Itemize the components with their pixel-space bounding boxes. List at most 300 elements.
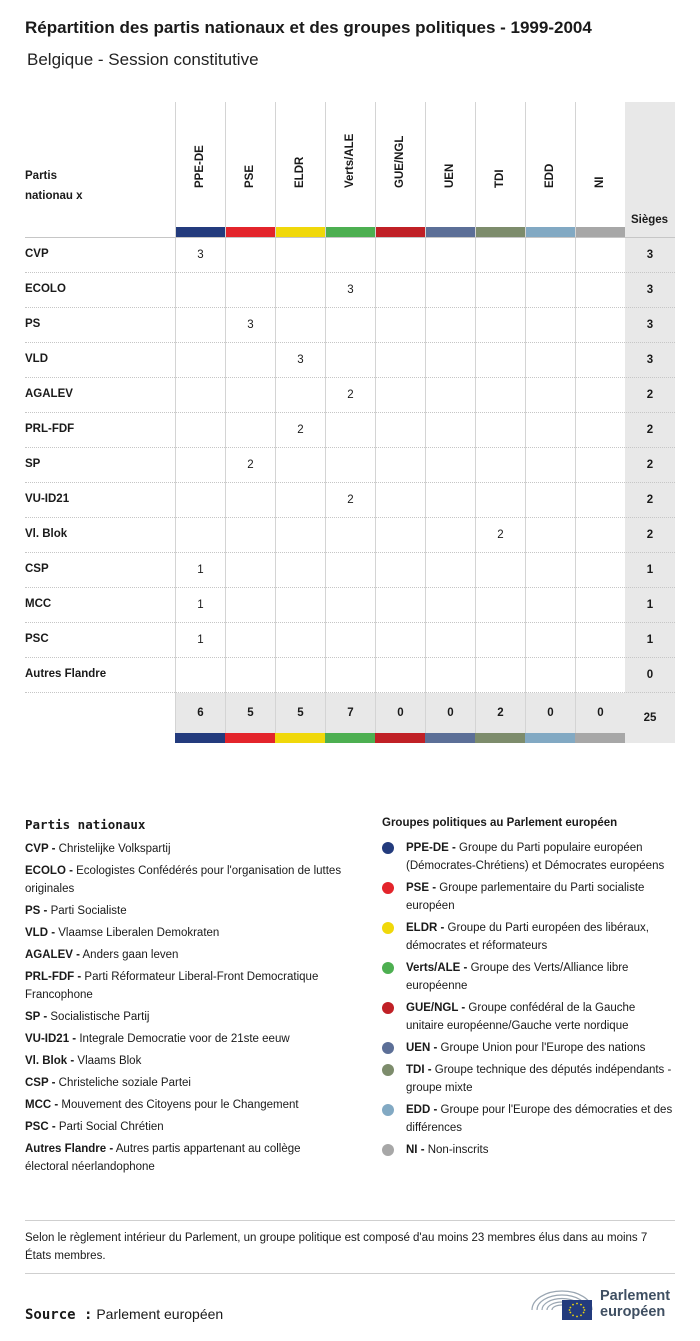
group-color-dot-icon: [382, 1144, 394, 1156]
row-seats: 2: [625, 518, 675, 553]
row-seats: 1: [625, 588, 675, 623]
total-color-bar: [375, 733, 425, 743]
row-seats: 1: [625, 623, 675, 658]
party-fullname: Autres partis appartenant au collège électoral néerlandophone: [25, 1143, 301, 1173]
seat-cell: [175, 518, 225, 553]
table-row: [25, 412, 675, 447]
seat-cell: [525, 343, 575, 378]
column-header-label: EDD: [544, 163, 556, 188]
column-header-label: NI: [594, 176, 606, 188]
total-color-bar: [575, 733, 625, 743]
party-fullname: Parti Réformateur Liberal-Front Democratique Francophone: [25, 971, 319, 1001]
party-name: Autres Flandre: [25, 668, 107, 680]
seat-cell: [225, 518, 275, 553]
party-fullname: Christeliche soziale Partei: [58, 1077, 191, 1089]
group-abbr: ELDR -: [406, 922, 445, 934]
seat-cell: [225, 483, 275, 518]
party-abbr: CVP -: [25, 843, 56, 855]
column-color-bar: [176, 227, 225, 237]
seat-cell: [525, 308, 575, 343]
seat-cell: [425, 378, 475, 413]
column-header: [375, 102, 425, 237]
national-parties-legend: [25, 817, 345, 1180]
party-name: ECOLO: [25, 283, 66, 295]
column-header-label: Verts/ALE: [344, 133, 356, 188]
column-header: [175, 102, 225, 237]
seat-cell: [525, 658, 575, 693]
seat-cell: [575, 658, 625, 693]
column-color-bar: [476, 227, 525, 237]
total-color-bar: [275, 733, 325, 743]
seat-cell: 3: [175, 238, 225, 273]
table-row: [25, 482, 675, 517]
seat-cell: [425, 553, 475, 588]
seat-cell: [375, 623, 425, 658]
seat-cell: [425, 448, 475, 483]
national-party-item: [25, 862, 345, 898]
seat-cell: [425, 238, 475, 273]
party-abbr: ECOLO -: [25, 865, 73, 877]
column-color-bar: [426, 227, 475, 237]
column-header-label: PPE-DE: [194, 145, 206, 188]
seat-cell: [275, 448, 325, 483]
political-group-item: [382, 839, 675, 875]
seat-cell: 3: [275, 343, 325, 378]
national-parties-title: Partis nationaux: [25, 817, 146, 832]
seat-cell: [275, 518, 325, 553]
column-header: [325, 102, 375, 237]
total-color-bar: [525, 733, 575, 743]
national-party-item: [25, 946, 345, 964]
political-group-item: [382, 879, 675, 915]
column-color-bar: [326, 227, 375, 237]
group-color-dot-icon: [382, 1104, 394, 1116]
party-abbr: Vl. Blok -: [25, 1055, 75, 1067]
party-abbr: PS -: [25, 905, 48, 917]
seat-cell: [225, 553, 275, 588]
seat-cell: [225, 273, 275, 308]
seat-cell: [275, 378, 325, 413]
source-label: Source :: [25, 1307, 93, 1323]
seat-cell: [525, 273, 575, 308]
seat-cell: [575, 343, 625, 378]
source-value: Parlement européen: [96, 1306, 224, 1322]
seat-cell: [175, 658, 225, 693]
political-group-item: [382, 1141, 675, 1159]
logo-line-1: Parlement: [600, 1288, 671, 1304]
party-fullname: Christelijke Volkspartij: [58, 843, 171, 855]
table-row: [25, 447, 675, 482]
seat-cell: [425, 308, 475, 343]
column-header: [275, 102, 325, 237]
row-seats: 2: [625, 378, 675, 413]
seat-cell: [425, 623, 475, 658]
group-fullname: Groupe parlementaire du Parti socialiste européen: [406, 882, 645, 912]
table-row: [25, 342, 675, 377]
seat-cell: [525, 483, 575, 518]
seat-cell: [525, 378, 575, 413]
row-seats: 0: [625, 658, 675, 693]
seat-cell: [225, 413, 275, 448]
group-abbr: GUE/NGL -: [406, 1002, 466, 1014]
row-seats: 3: [625, 238, 675, 273]
group-fullname: Groupe du Parti populaire européen (Démocrates-Chrétiens) et Démocrates européens: [406, 842, 665, 872]
seat-cell: [275, 273, 325, 308]
column-color-bar: [526, 227, 575, 237]
seat-cell: [475, 448, 525, 483]
party-name: SP: [25, 458, 41, 470]
seat-cell: [575, 623, 625, 658]
logo-line-2: européen: [600, 1304, 666, 1320]
seat-cell: [275, 483, 325, 518]
party-name: CVP: [25, 248, 49, 260]
seat-cell: [175, 378, 225, 413]
row-seats: 1: [625, 553, 675, 588]
seat-cell: [375, 553, 425, 588]
column-color-bar: [376, 227, 425, 237]
row-seats: 3: [625, 308, 675, 343]
political-group-item: [382, 959, 675, 995]
column-header: [475, 102, 525, 237]
seat-cell: [425, 658, 475, 693]
seat-cell: [425, 273, 475, 308]
seat-cell: [375, 658, 425, 693]
party-abbr: SP -: [25, 1011, 48, 1023]
party-fullname: Mouvement des Citoyens pour le Changement: [61, 1099, 299, 1111]
column-header: [225, 102, 275, 237]
table-row: [25, 307, 675, 342]
seat-cell: [225, 658, 275, 693]
group-abbr: PPE-DE -: [406, 842, 456, 854]
seat-cell: [425, 413, 475, 448]
total-seats: 25: [625, 693, 675, 743]
column-color-bar: [226, 227, 275, 237]
seat-cell: [375, 343, 425, 378]
political-group-item: [382, 1101, 675, 1137]
group-fullname: Groupe du Parti européen des libéraux, démocrates et réformateurs: [406, 922, 649, 952]
group-fullname: Groupe des Verts/Alliance libre européenne: [406, 962, 629, 992]
table-row: [25, 622, 675, 657]
column-header: [425, 102, 475, 237]
seat-cell: [325, 553, 375, 588]
total-color-bar: [175, 733, 225, 743]
seat-cell: [575, 273, 625, 308]
seat-cell: [575, 553, 625, 588]
table-body: [25, 237, 675, 692]
group-abbr: Verts/ALE -: [406, 962, 468, 974]
party-name: PS: [25, 318, 41, 330]
seat-cell: [575, 518, 625, 553]
seat-cell: [325, 413, 375, 448]
seat-cell: [575, 483, 625, 518]
seat-cell: [575, 378, 625, 413]
column-total: 5: [275, 693, 325, 733]
column-total: 0: [525, 693, 575, 733]
total-color-bar: [425, 733, 475, 743]
seats-column-header: [625, 102, 675, 237]
political-group-item: [382, 999, 675, 1035]
party-fullname: Parti Socialiste: [50, 905, 127, 917]
column-total: 0: [425, 693, 475, 733]
seat-cell: [425, 588, 475, 623]
seat-cell: [225, 623, 275, 658]
national-party-item: [25, 1030, 345, 1048]
party-name: VU-ID21: [25, 493, 70, 505]
seat-cell: 1: [175, 553, 225, 588]
national-party-item: [25, 1096, 345, 1114]
seat-cell: [525, 588, 575, 623]
party-fullname: Integrale Democratie voor de 21ste eeuw: [79, 1033, 290, 1045]
seat-cell: [325, 448, 375, 483]
divider: [25, 1220, 675, 1221]
party-name: Vl. Blok: [25, 528, 68, 540]
seat-cell: [375, 448, 425, 483]
page-subtitle: Belgique - Session constitutive: [27, 50, 259, 69]
seat-cell: [475, 378, 525, 413]
seat-cell: 2: [475, 518, 525, 553]
group-fullname: Groupe technique des députés indépendants - groupe mixte: [406, 1064, 672, 1094]
source-line: [25, 1306, 223, 1323]
party-name: CSP: [25, 563, 49, 575]
table-header: [25, 102, 675, 237]
row-seats: 2: [625, 413, 675, 448]
seat-cell: [425, 483, 475, 518]
totals-row: [25, 692, 675, 742]
seat-cell: [325, 308, 375, 343]
seat-cell: [375, 378, 425, 413]
party-fullname: Socialistische Partij: [50, 1011, 150, 1023]
row-seats: 2: [625, 448, 675, 483]
seat-cell: [225, 588, 275, 623]
column-header-label: PSE: [244, 164, 256, 188]
group-color-dot-icon: [382, 882, 394, 894]
seat-cell: [325, 588, 375, 623]
political-groups-title: Groupes politiques au Parlement européen: [382, 817, 618, 829]
party-abbr: MCC -: [25, 1099, 59, 1111]
column-header-label: TDI: [494, 169, 506, 188]
party-abbr: AGALEV -: [25, 949, 80, 961]
party-name: AGALEV: [25, 388, 73, 400]
column-total: 0: [375, 693, 425, 733]
seat-cell: [475, 623, 525, 658]
seat-cell: 3: [225, 308, 275, 343]
national-party-item: [25, 902, 345, 920]
column-total: 0: [575, 693, 625, 733]
table-row: [25, 237, 675, 272]
party-name: PSC: [25, 633, 49, 645]
seat-cell: [175, 343, 225, 378]
seat-cell: 1: [175, 623, 225, 658]
party-fullname: Vlaamse Liberalen Demokraten: [58, 927, 220, 939]
seat-cell: [525, 553, 575, 588]
seat-cell: [475, 588, 525, 623]
table-row: [25, 377, 675, 412]
seat-cell: [475, 553, 525, 588]
seat-cell: [475, 238, 525, 273]
seat-cell: [475, 343, 525, 378]
seat-cell: [425, 343, 475, 378]
table-row: [25, 272, 675, 307]
seat-cell: [275, 588, 325, 623]
national-party-item: [25, 1118, 345, 1136]
seat-cell: [475, 658, 525, 693]
column-total: 6: [175, 693, 225, 733]
seat-cell: [425, 518, 475, 553]
seat-cell: [475, 308, 525, 343]
row-seats: 3: [625, 273, 675, 308]
seat-cell: [525, 518, 575, 553]
seat-cell: [525, 448, 575, 483]
group-color-dot-icon: [382, 962, 394, 974]
party-fullname: Parti Social Chrétien: [58, 1121, 164, 1133]
seat-cell: [525, 623, 575, 658]
seat-cell: [575, 238, 625, 273]
seat-cell: [375, 588, 425, 623]
footnote: Selon le règlement intérieur du Parlement, un groupe politique est composé d'au moins 23 membres élus dans au moins 7 États membres.: [25, 1232, 648, 1262]
row-header-label: Partis nationau x: [25, 170, 83, 202]
seat-cell: [175, 308, 225, 343]
hemicycle-icon: [528, 1284, 596, 1324]
seat-cell: [375, 238, 425, 273]
party-name: MCC: [25, 598, 52, 610]
group-fullname: Groupe confédéral de la Gauche unitaire européenne/Gauche verte nordique: [406, 1002, 636, 1032]
party-fullname: Vlaams Blok: [77, 1055, 142, 1067]
party-name: PRL-FDF: [25, 423, 75, 435]
political-group-item: [382, 1061, 675, 1097]
seat-cell: [275, 623, 325, 658]
column-header-label: UEN: [444, 163, 456, 188]
group-fullname: Groupe Union pour l'Europe des nations: [440, 1042, 646, 1054]
seat-distribution-table: [25, 102, 675, 742]
group-fullname: Groupe pour l'Europe des démocraties et des différences: [406, 1104, 673, 1134]
page-title: Répartition des partis nationaux et des groupes politiques - 1999-2004: [25, 18, 592, 37]
seat-cell: [475, 413, 525, 448]
column-color-bar: [576, 227, 625, 237]
group-fullname: Non-inscrits: [427, 1144, 489, 1156]
seat-cell: [375, 518, 425, 553]
column-color-bar: [276, 227, 325, 237]
seat-cell: [375, 308, 425, 343]
seat-cell: [325, 343, 375, 378]
column-header: [525, 102, 575, 237]
logo-wordmark: [600, 1288, 670, 1320]
column-total: 2: [475, 693, 525, 733]
seat-cell: 3: [325, 273, 375, 308]
row-seats: 2: [625, 483, 675, 518]
seat-cell: [225, 378, 275, 413]
group-abbr: TDI -: [406, 1064, 432, 1076]
seat-cell: [175, 483, 225, 518]
total-color-bar: [225, 733, 275, 743]
group-color-dot-icon: [382, 922, 394, 934]
seats-header-label: Sièges: [631, 214, 669, 226]
seat-cell: [375, 483, 425, 518]
divider: [25, 1273, 675, 1274]
political-group-item: [382, 919, 675, 955]
seat-cell: [375, 273, 425, 308]
european-parliament-logo: [528, 1284, 678, 1324]
seat-cell: [175, 273, 225, 308]
seat-cell: [375, 413, 425, 448]
party-abbr: VLD -: [25, 927, 56, 939]
column-header-label: ELDR: [294, 156, 306, 188]
total-color-bar: [325, 733, 375, 743]
seat-cell: 2: [225, 448, 275, 483]
group-abbr: PSE -: [406, 882, 437, 894]
seat-cell: [475, 483, 525, 518]
group-color-dot-icon: [382, 1002, 394, 1014]
national-party-item: [25, 924, 345, 942]
party-fullname: Ecologistes Confédérés pour l'organisation de luttes originales: [25, 865, 342, 895]
seat-cell: [325, 238, 375, 273]
seat-cell: 2: [325, 483, 375, 518]
seat-cell: [225, 238, 275, 273]
seat-cell: [275, 658, 325, 693]
party-abbr: PSC -: [25, 1121, 56, 1133]
seat-cell: 1: [175, 588, 225, 623]
column-header: [575, 102, 625, 237]
seat-cell: [525, 413, 575, 448]
table-row: [25, 657, 675, 692]
table-row: [25, 517, 675, 552]
group-abbr: UEN -: [406, 1042, 438, 1054]
group-color-dot-icon: [382, 1064, 394, 1076]
political-groups-legend: [382, 817, 675, 1163]
seat-cell: [325, 623, 375, 658]
column-total: 7: [325, 693, 375, 733]
national-party-item: [25, 840, 345, 858]
table-row: [25, 552, 675, 587]
seat-cell: [175, 448, 225, 483]
party-abbr: PRL-FDF -: [25, 971, 82, 983]
seat-cell: 2: [325, 378, 375, 413]
seat-cell: [575, 448, 625, 483]
seat-cell: [275, 308, 325, 343]
column-header-label: GUE/NGL: [394, 135, 406, 188]
national-party-item: [25, 1074, 345, 1092]
group-color-dot-icon: [382, 1042, 394, 1054]
political-group-item: [382, 1039, 675, 1057]
seat-cell: [575, 413, 625, 448]
party-abbr: CSP -: [25, 1077, 56, 1089]
seat-cell: [225, 343, 275, 378]
group-abbr: EDD -: [406, 1104, 438, 1116]
seat-cell: [525, 238, 575, 273]
national-party-item: [25, 1052, 345, 1070]
column-total: 5: [225, 693, 275, 733]
seat-cell: [575, 588, 625, 623]
total-color-bar: [475, 733, 525, 743]
seat-cell: [275, 238, 325, 273]
national-party-item: [25, 968, 345, 1004]
seat-cell: [325, 518, 375, 553]
party-fullname: Anders gaan leven: [82, 949, 179, 961]
national-party-item: [25, 1008, 345, 1026]
seat-cell: [325, 658, 375, 693]
group-abbr: NI -: [406, 1144, 425, 1156]
seat-cell: [475, 273, 525, 308]
national-party-item: [25, 1140, 345, 1176]
seat-cell: [275, 553, 325, 588]
party-name: VLD: [25, 353, 48, 365]
row-seats: 3: [625, 343, 675, 378]
seat-cell: 2: [275, 413, 325, 448]
group-color-dot-icon: [382, 842, 394, 854]
table-row: [25, 587, 675, 622]
seat-cell: [175, 413, 225, 448]
party-abbr: VU-ID21 -: [25, 1033, 77, 1045]
party-abbr: Autres Flandre -: [25, 1143, 114, 1155]
